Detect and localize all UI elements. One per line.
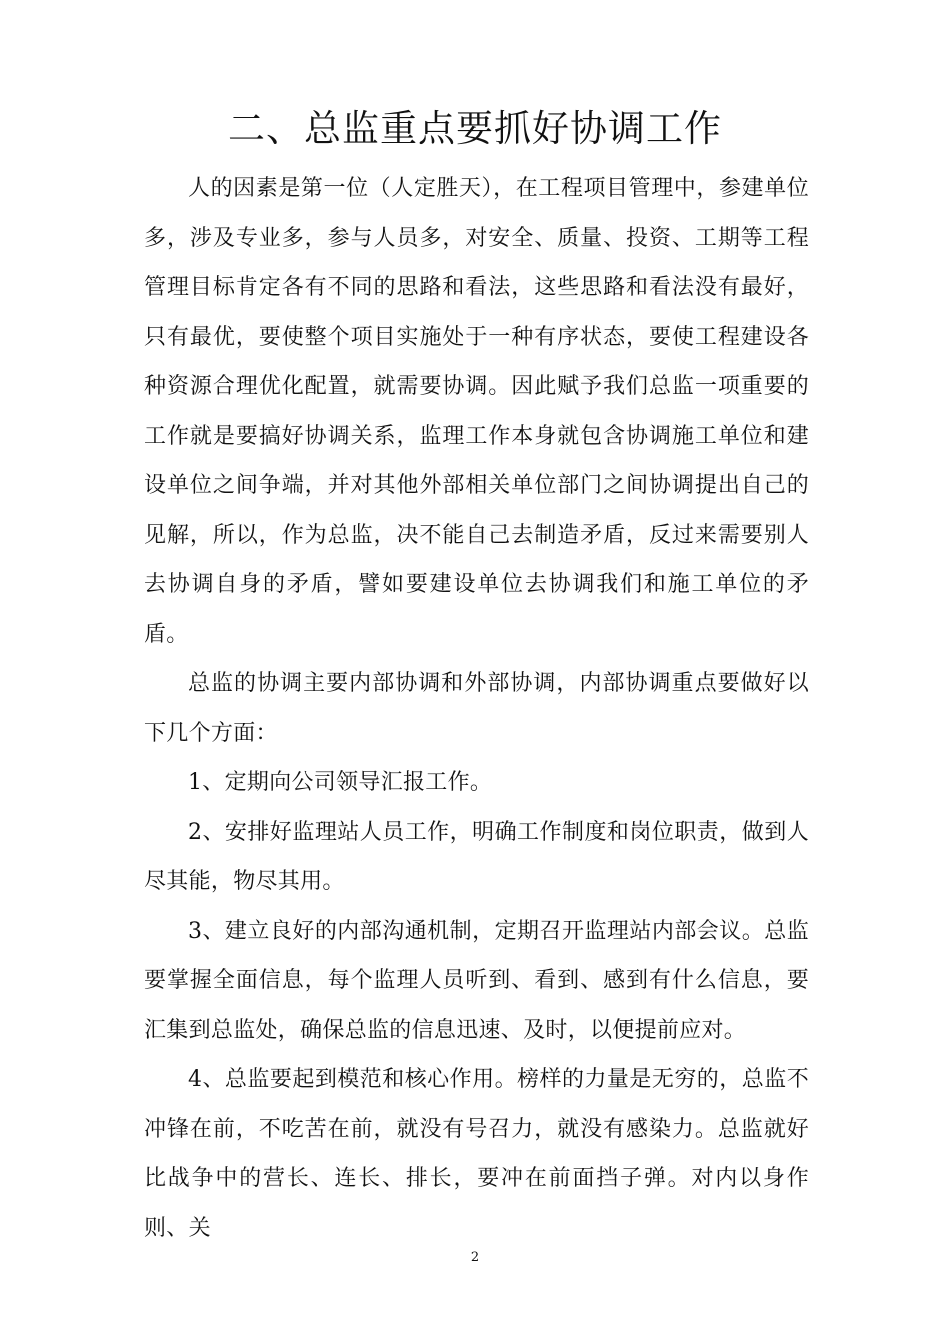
list-item-4: 4、总监要起到模范和核心作用。榜样的力量是无穷的，总监不冲锋在前，不吃苦在前，就没有号召力，就没有感染力。总监就好比战争中的营长、连长、排长，要冲在前面挡子弹。对内以身作则、关 bbox=[144, 1067, 809, 1241]
document-body bbox=[144, 164, 809, 1253]
paragraph-internal-coordination: 总监的协调主要内部协调和外部协调，内部协调重点要做好以下几个方面： bbox=[144, 671, 809, 746]
paragraph-intro: 人的因素是第一位（人定胜天），在工程项目管理中，参建单位多，涉及专业多，参与人员多，对安全、质量、投资、工期等工程管理目标肯定各有不同的思路和看法，这些思路和看法没有最好，只有最优，要使整个项目实施处于一种有序状态，要使工程建设各种资源合理优化配置，就需要协调。因此赋予我们总监一项重要的工作就是要搞好协调关系，监理工作本身就包含协调施工单位和建设单位之间争端，并对其他外部相关单位部门之间协调提出自己的见解，所以，作为总监，决不能自己去制造矛盾，反过来需要别人去协调自身的矛盾，譬如要建设单位去协调我们和施工单位的矛盾。 bbox=[144, 176, 809, 647]
page-number: 2 bbox=[470, 1250, 480, 1265]
list-item-2: 2、安排好监理站人员工作，明确工作制度和岗位职责，做到人尽其能，物尽其用。 bbox=[144, 819, 809, 894]
list-item-1: 1、定期向公司领导汇报工作。 bbox=[188, 770, 493, 795]
section-title: 二、总监重点要抓好协调工作 bbox=[228, 107, 722, 150]
list-item-3: 3、建立良好的内部沟通机制，定期召开监理站内部会议。总监要掌握全面信息，每个监理人员听到、看到、感到有什么信息，要汇集到总监处，确保总监的信息迅速、及时，以便提前应对。 bbox=[144, 918, 809, 1043]
